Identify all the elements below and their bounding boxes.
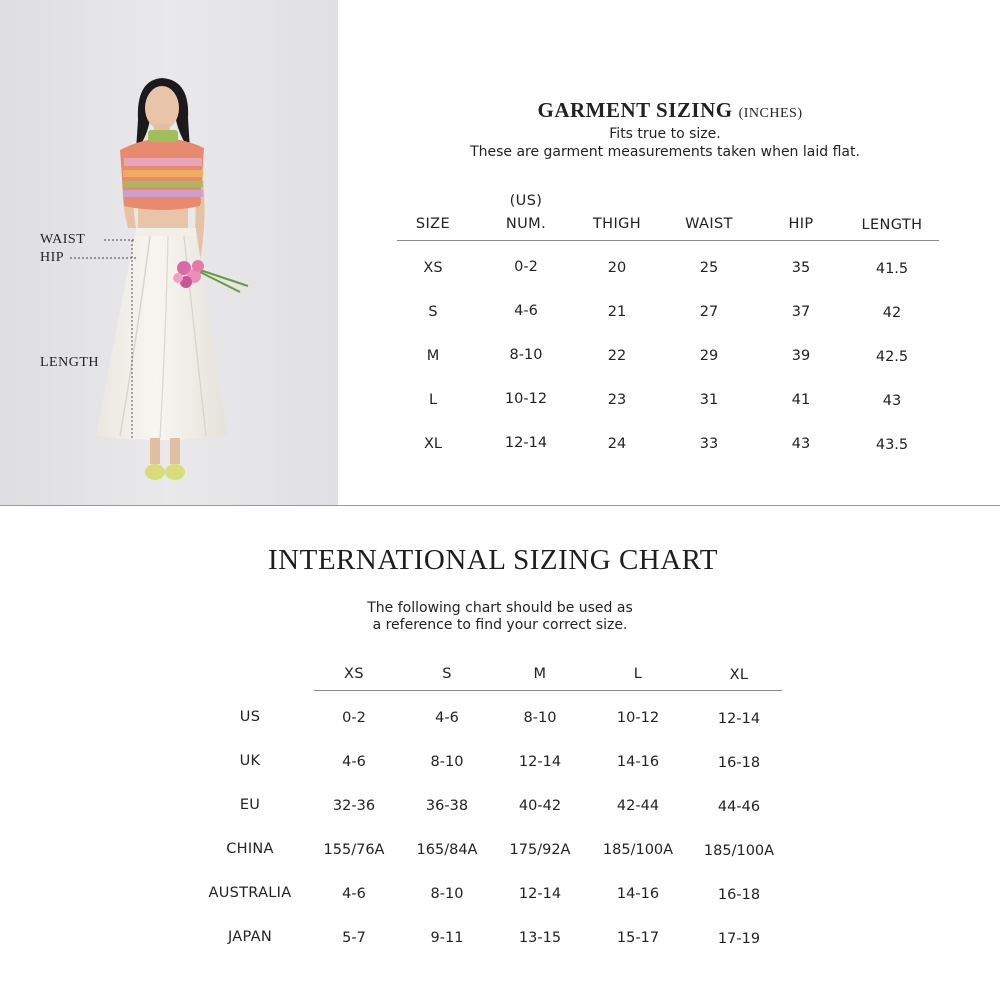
intl-uk-s: 8-10 xyxy=(430,754,464,770)
garment-row-xs-size: XS xyxy=(423,260,443,276)
header-waist: WAIST xyxy=(685,216,733,232)
intl-australia-m: 12-14 xyxy=(518,886,562,902)
header-num: NUM. xyxy=(505,216,547,232)
garment-header-rule xyxy=(397,240,939,241)
intl-row-label-australia: AUSTRALIA xyxy=(208,885,292,901)
garment-row-s-hip: 37 xyxy=(791,304,811,320)
intl-us-l: 10-12 xyxy=(616,710,660,726)
garment-row-m-length: 42.5 xyxy=(875,349,909,365)
waist-label: WAIST xyxy=(40,232,86,247)
garment-row-m-waist: 29 xyxy=(699,348,719,364)
intl-china-xl: 185/100A xyxy=(703,843,775,859)
garment-row-xs-waist: 25 xyxy=(699,260,719,276)
hip-label: HIP xyxy=(40,250,65,265)
intl-australia-l: 14-16 xyxy=(616,886,660,902)
header-size: SIZE xyxy=(415,216,451,232)
intl-china-xs: 155/76A xyxy=(323,842,385,858)
section-divider xyxy=(0,505,1000,506)
intl-china-l: 185/100A xyxy=(602,842,674,858)
intl-uk-xl: 16-18 xyxy=(717,755,761,771)
intl-australia-xs: 4-6 xyxy=(342,886,366,902)
intl-col-xl: XL xyxy=(729,667,749,683)
garment-row-l-length: 43 xyxy=(882,393,902,409)
intl-row-label-china: CHINA xyxy=(226,841,274,857)
intl-row-label-uk: UK xyxy=(239,753,261,769)
intl-eu-s: 36-38 xyxy=(425,798,469,814)
garment-row-l-num: 10-12 xyxy=(504,391,548,407)
garment-row-m-hip: 39 xyxy=(791,348,811,364)
garment-row-s-waist: 27 xyxy=(699,304,719,320)
intl-row-label-japan: JAPAN xyxy=(227,929,273,945)
garment-row-l-thigh: 23 xyxy=(607,392,627,408)
garment-row-xl-hip: 43 xyxy=(791,436,811,452)
garment-row-s-size: S xyxy=(428,304,438,320)
intl-us-m: 8-10 xyxy=(523,710,557,726)
intl-col-s: S xyxy=(442,666,452,682)
garment-row-xs-thigh: 20 xyxy=(607,260,627,276)
international-title: INTERNATIONAL SIZING CHART xyxy=(268,544,718,576)
garment-row-s-thigh: 21 xyxy=(607,304,627,320)
intl-japan-xl: 17-19 xyxy=(717,931,761,947)
intl-japan-m: 13-15 xyxy=(518,930,562,946)
intl-eu-xl: 44-46 xyxy=(717,799,761,815)
garment-row-s-length: 42 xyxy=(882,305,902,321)
intl-australia-s: 8-10 xyxy=(430,886,464,902)
intl-us-xs: 0-2 xyxy=(342,710,366,726)
garment-row-xl-size: XL xyxy=(423,436,442,452)
garment-row-m-num: 8-10 xyxy=(509,347,543,363)
intl-china-s: 165/84A xyxy=(416,842,478,858)
garment-row-xl-length: 43.5 xyxy=(875,437,909,453)
garment-row-xl-thigh: 24 xyxy=(607,436,627,452)
garment-row-xs-hip: 35 xyxy=(791,260,811,276)
garment-row-xl-waist: 33 xyxy=(699,436,719,452)
intl-uk-m: 12-14 xyxy=(518,754,562,770)
length-label: LENGTH xyxy=(40,355,99,370)
intl-col-l: L xyxy=(633,666,643,682)
intl-uk-xs: 4-6 xyxy=(342,754,366,770)
intl-japan-l: 15-17 xyxy=(616,930,660,946)
garment-row-s-num: 4-6 xyxy=(514,303,538,319)
intl-uk-l: 14-16 xyxy=(616,754,660,770)
garment-title-text: GARMENT SIZING xyxy=(537,98,733,122)
intl-eu-xs: 32-36 xyxy=(332,798,376,814)
intl-japan-xs: 5-7 xyxy=(342,930,366,946)
header-length: LENGTH xyxy=(861,217,923,233)
garment-row-m-thigh: 22 xyxy=(607,348,627,364)
intl-japan-s: 9-11 xyxy=(430,930,464,946)
international-subtitle-2: a reference to find your correct size. xyxy=(372,617,628,633)
garment-sizing-title xyxy=(400,98,940,123)
header-thigh: THIGH xyxy=(592,216,642,232)
garment-row-l-hip: 41 xyxy=(791,392,811,408)
intl-col-xs: XS xyxy=(344,666,364,682)
garment-row-l-size: L xyxy=(428,392,438,408)
intl-eu-l: 42-44 xyxy=(616,798,660,814)
garment-row-l-waist: 31 xyxy=(699,392,719,408)
intl-row-label-us: US xyxy=(239,709,261,725)
intl-row-label-eu: EU xyxy=(239,797,261,813)
garment-row-xs-length: 41.5 xyxy=(875,261,909,277)
intl-china-m: 175/92A xyxy=(509,842,571,858)
garment-row-m-size: M xyxy=(426,348,440,364)
header-num-us: (US) xyxy=(509,193,543,209)
intl-eu-m: 40-42 xyxy=(518,798,562,814)
model-photo xyxy=(0,0,338,505)
intl-col-m: M xyxy=(533,666,547,682)
header-hip: HIP xyxy=(788,216,814,232)
intl-us-xl: 12-14 xyxy=(717,711,761,727)
garment-subtitle-2: These are garment measurements taken when laid flat. xyxy=(470,144,860,160)
intl-us-s: 4-6 xyxy=(435,710,459,726)
international-subtitle-1: The following chart should be used as xyxy=(367,600,633,616)
garment-row-xs-num: 0-2 xyxy=(514,259,538,275)
garment-subtitle-1: Fits true to size. xyxy=(609,126,721,142)
intl-australia-xl: 16-18 xyxy=(717,887,761,903)
intl-header-rule xyxy=(314,690,782,691)
garment-row-xl-num: 12-14 xyxy=(504,435,548,451)
garment-unit: (INCHES) xyxy=(738,106,803,121)
